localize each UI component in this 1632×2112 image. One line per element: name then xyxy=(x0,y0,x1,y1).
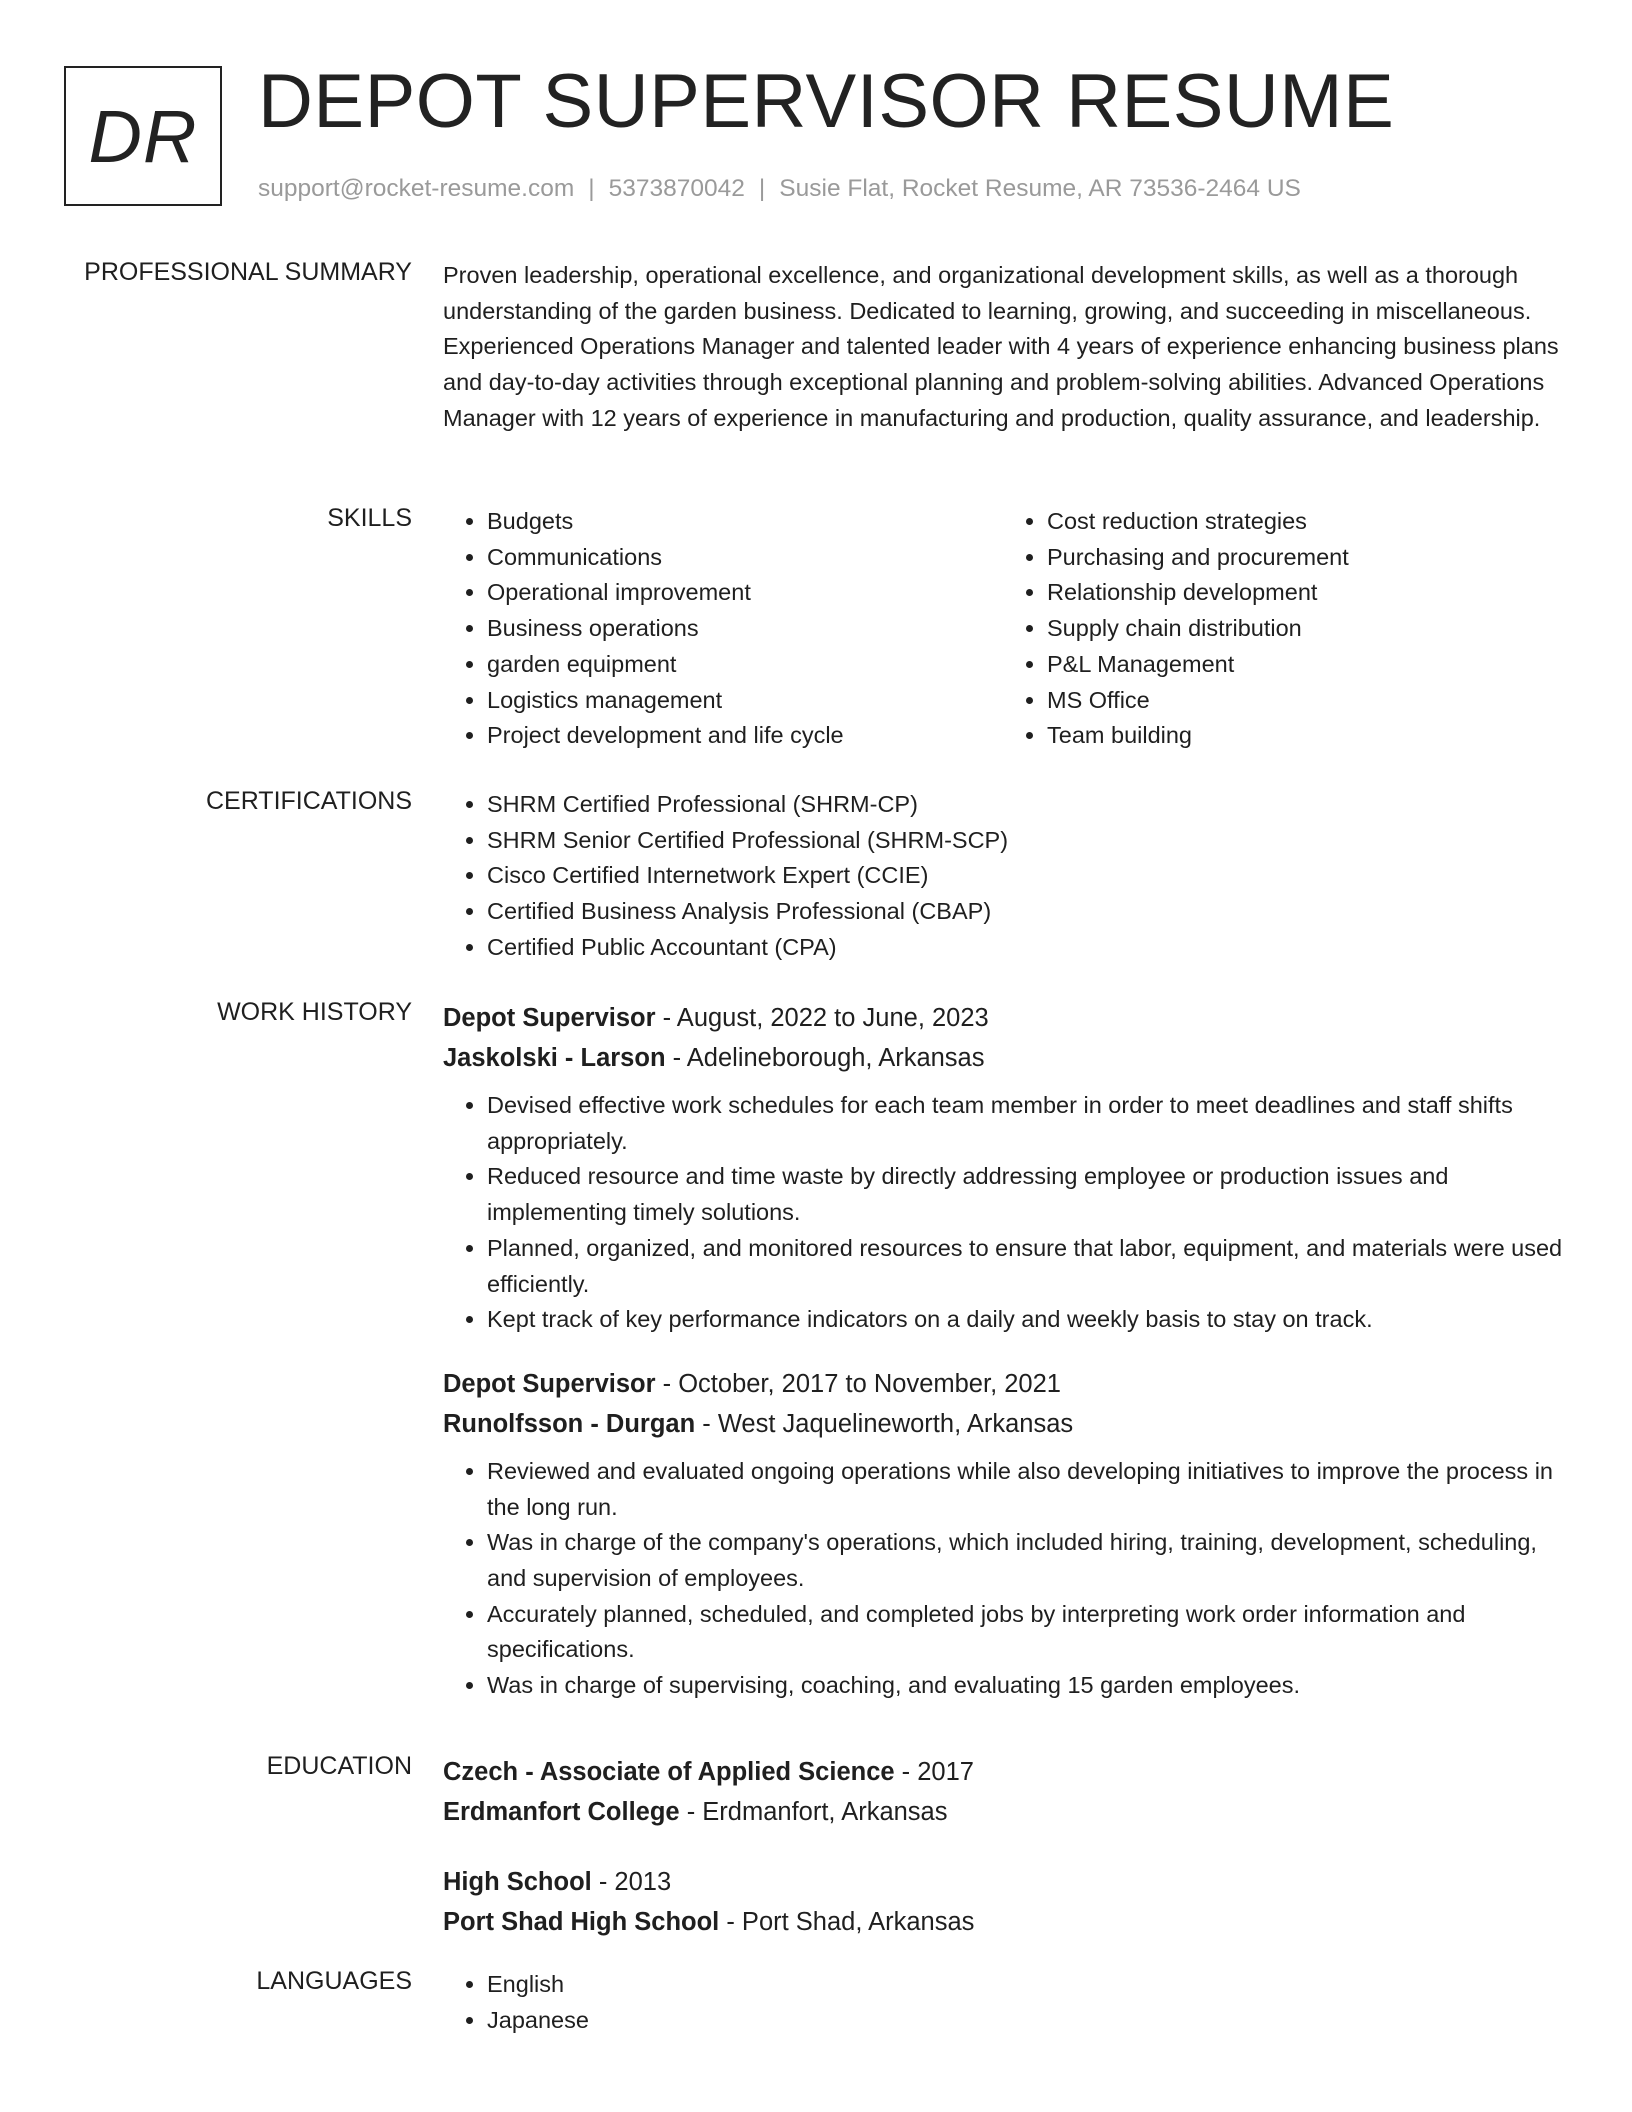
skills-list-left xyxy=(443,504,1003,754)
contact-email[interactable]: support@rocket-resume.com xyxy=(258,175,575,202)
skill-item: • Budgets xyxy=(487,504,1003,540)
summary-text: Proven leadership, operational excellence, and organizational development skills, as well as a thorough understanding of the garden business. Dedicated to learning, growing, and succeeding in miscellaneous. Experienced Operations Manager and talented leader with 4 years of experience enhancing business plans and day-to-day activities through exceptional planning and problem-solving abilities. Advanced Operations Manager with 12 years of experience in manufacturing and production, quality assurance, and leadership. xyxy=(443,262,1559,431)
education-school-line xyxy=(443,1902,1563,1942)
education-degree: Czech - Associate of Applied Science xyxy=(443,1758,895,1786)
section-label-languages: LANGUAGES xyxy=(256,1967,412,1995)
job-company-line xyxy=(443,1038,1563,1078)
job-company-line xyxy=(443,1404,1563,1444)
job-entry xyxy=(443,998,1563,1338)
job-location: - West Jaquelineworth, Arkansas xyxy=(702,1409,1074,1438)
skill-item: • Operational improvement xyxy=(487,575,1003,611)
skill-item: • Business operations xyxy=(487,611,1003,647)
skill-item: • Purchasing and procurement xyxy=(1047,540,1563,576)
job-title-line xyxy=(443,1364,1563,1404)
certification-item: • Cisco Certified Internetwork Expert (CCIE) xyxy=(487,858,1563,894)
languages-list xyxy=(443,1967,1563,2038)
contact-line xyxy=(258,175,1301,203)
job-bullet: • Was in charge of supervising, coaching, and evaluating 15 garden employees. xyxy=(487,1668,1563,1704)
skill-item: • Communications xyxy=(487,540,1003,576)
skill-item: • MS Office xyxy=(1047,683,1563,719)
skill-item: • Logistics management xyxy=(487,683,1003,719)
skill-item: • Cost reduction strategies xyxy=(1047,504,1563,540)
education-year: - 2013 xyxy=(598,1868,672,1896)
section-label-work-history: WORK HISTORY xyxy=(217,998,412,1026)
job-bullets xyxy=(443,1454,1563,1704)
job-bullet: • Devised effective work schedules for each team member in order to meet deadlines and staff shifts appropriately. xyxy=(487,1088,1563,1159)
contact-phone[interactable]: 5373870042 xyxy=(608,175,745,202)
section-label-skills: SKILLS xyxy=(327,504,412,532)
education-degree-line xyxy=(443,1862,1563,1902)
language-item: • English xyxy=(487,1967,1563,2003)
job-bullet: • Reviewed and evaluated ongoing operations while also developing initiatives to improve the process in the long run. xyxy=(487,1454,1563,1525)
education-school: Port Shad High School xyxy=(443,1908,720,1936)
skill-item: • Project development and life cycle xyxy=(487,718,1003,754)
contact-address: Susie Flat, Rocket Resume, AR 73536-2464 US xyxy=(779,175,1301,202)
education-entry xyxy=(443,1752,1563,1832)
language-item: • Japanese xyxy=(487,2003,1563,2039)
skill-item: • garden equipment xyxy=(487,647,1003,683)
certification-item: • SHRM Certified Professional (SHRM-CP) xyxy=(487,787,1563,823)
education-location: - Erdmanfort, Arkansas xyxy=(686,1798,948,1826)
job-bullets xyxy=(443,1088,1563,1338)
education-school: Erdmanfort College xyxy=(443,1798,680,1826)
job-bullet: • Planned, organized, and monitored resources to ensure that labor, equipment, and materials were used efficiently. xyxy=(487,1231,1563,1302)
skill-item: • P&L Management xyxy=(1047,647,1563,683)
job-entry xyxy=(443,1364,1563,1704)
education-location: - Port Shad, Arkansas xyxy=(726,1908,975,1936)
skill-item: • Supply chain distribution xyxy=(1047,611,1563,647)
job-dates: - August, 2022 to June, 2023 xyxy=(662,1004,989,1032)
education-degree: High School xyxy=(443,1868,592,1896)
contact-separator: | xyxy=(758,175,766,202)
section-label-education: EDUCATION xyxy=(266,1752,412,1780)
job-title: Depot Supervisor xyxy=(443,1369,656,1398)
job-location: - Adelineborough, Arkansas xyxy=(672,1044,985,1072)
education-entry xyxy=(443,1862,1563,1942)
job-dates: - October, 2017 to November, 2021 xyxy=(662,1369,1061,1398)
job-company: Jaskolski - Larson xyxy=(443,1044,666,1072)
skills-list-right xyxy=(1003,504,1563,754)
job-title-line xyxy=(443,998,1563,1038)
education-degree-line xyxy=(443,1752,1563,1792)
page-title: DEPOT SUPERVISOR RESUME xyxy=(258,59,1395,144)
certification-item: • SHRM Senior Certified Professional (SHRM-SCP) xyxy=(487,823,1563,859)
monogram-logo: DR xyxy=(64,66,222,206)
certifications-list xyxy=(443,787,1563,966)
job-company: Runolfsson - Durgan xyxy=(443,1409,696,1438)
section-label-certifications: CERTIFICATIONS xyxy=(205,787,412,815)
job-bullet: • Kept track of key performance indicators on a daily and weekly basis to stay on track. xyxy=(487,1302,1563,1338)
education-year: - 2017 xyxy=(901,1758,974,1786)
certification-item: • Certified Business Analysis Professional (CBAP) xyxy=(487,894,1563,930)
contact-separator: | xyxy=(588,175,595,202)
skill-item: • Relationship development xyxy=(1047,575,1563,611)
education-school-line xyxy=(443,1792,1563,1832)
job-bullet: • Was in charge of the company's operations, which included hiring, training, development, scheduling, and supervision of employees. xyxy=(487,1525,1563,1596)
job-bullet: • Accurately planned, scheduled, and completed jobs by interpreting work order information and specifications. xyxy=(487,1597,1563,1668)
skill-item: • Team building xyxy=(1047,718,1563,754)
job-bullet: • Reduced resource and time waste by directly addressing employee or production issues and implementing timely solutions. xyxy=(487,1159,1563,1230)
section-label-summary: PROFESSIONAL SUMMARY xyxy=(84,258,412,286)
job-title: Depot Supervisor xyxy=(443,1004,656,1032)
certification-item: • Certified Public Accountant (CPA) xyxy=(487,930,1563,966)
